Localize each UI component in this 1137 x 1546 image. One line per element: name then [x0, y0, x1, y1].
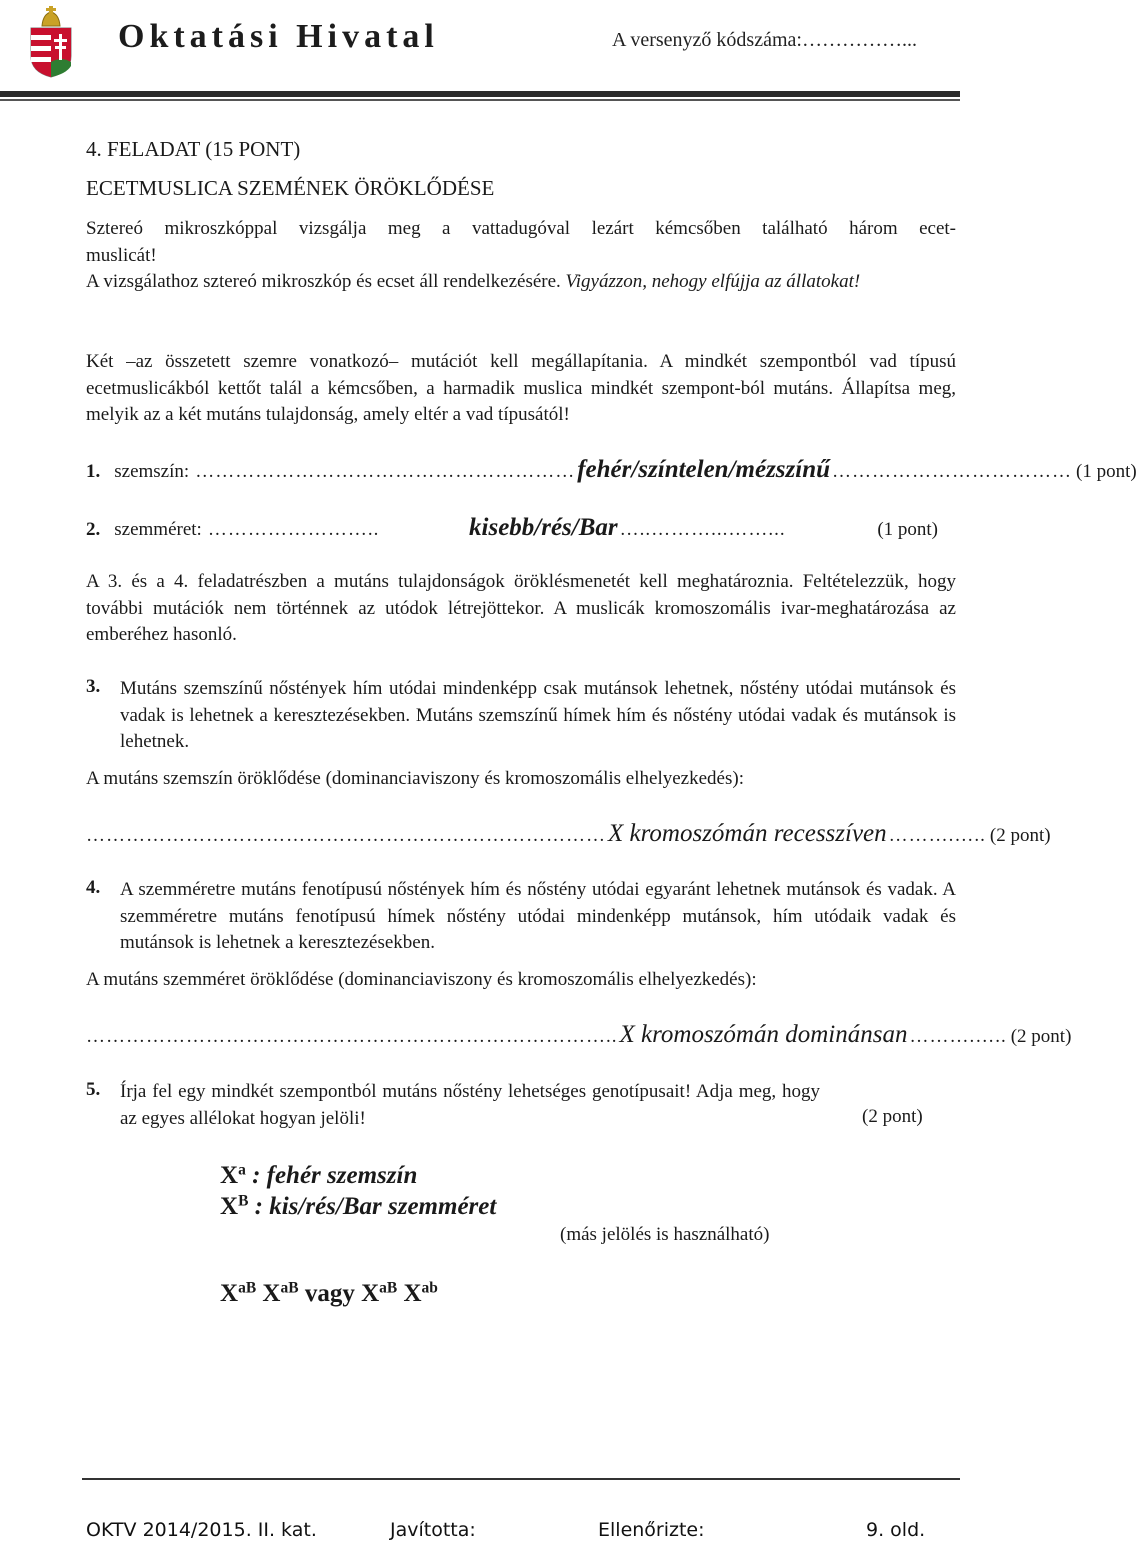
q3-answer: X kromoszómán recesszíven: [608, 820, 887, 847]
footer-competition: OKTV 2014/2015. II. kat.: [86, 1519, 317, 1541]
organization-name: Oktatási Hivatal: [118, 18, 439, 55]
allele-a-definition: [220, 1162, 417, 1190]
allele-superscript: a: [238, 1161, 246, 1179]
allele-base: X: [220, 1193, 239, 1220]
header-rule: [0, 91, 960, 97]
genotype-base: X: [262, 1280, 281, 1307]
dot-leader: …………………………………………………: [195, 461, 576, 482]
notation-note: (más jelölés is használható): [560, 1224, 770, 1245]
q3-text: Mutáns szemszínű nőstények hím utódai mindenképp csak mutánsok lehetnek, nőstény utódai mutánsok és vadak is lehetnek a keresztezésekben. Mutáns szemszínű hímek hím és nőstény utódai vadak és mutánsok is lehetnek.: [120, 678, 956, 752]
answer-value: fehér/színtelen/mézszínű: [577, 456, 831, 483]
intro-warning: Vigyázzon, nehogy elfújja az állatokat!: [565, 271, 861, 292]
coat-of-arms-logo: [26, 6, 76, 78]
q3-number: 3.: [86, 676, 101, 697]
allele-description: : kis/rés/Bar szemméret: [254, 1193, 497, 1220]
answer-value: kisebb/rés/Bar: [469, 514, 618, 541]
q4-number: 4.: [86, 877, 101, 898]
mutation-paragraph: Két –az összetett szemre vonatkozó– mutációt kell megállapítania. A mindkét szempontból vad típusú ecetmuslicákból kettőt talál a kémcsőben, a harmadik muslica mindkét szempont-ból mutáns. Állapítsa meg, melyik az a két mutáns tulajdonság, amely eltér a vad típusától!: [86, 351, 956, 425]
q3-answer-row: [86, 820, 1051, 848]
allele-base: X: [220, 1162, 239, 1189]
genotype-base: X: [220, 1280, 239, 1307]
q4-question: A mutáns szemméret öröklődése (dominanciaviszony és kromoszomális elhelyezkedés):: [86, 969, 757, 990]
dot-leader: ………………………………: [832, 461, 1073, 482]
genotype-base: X: [361, 1280, 380, 1307]
dot-leader: …..………...……...: [619, 519, 786, 540]
dot-leader: ……….…..: [888, 825, 986, 846]
q5-text: Írja fel egy mindkét szempontból mutáns nőstény lehetséges genotípusait! Adja meg, hogy az egyes allélokat hogyan jelöli!: [120, 1081, 820, 1129]
q3-question: A mutáns szemszín öröklődése (dominanciaviszony és kromoszomális elhelyezkedés):: [86, 768, 744, 789]
task-subtitle: ECETMUSLICA SZEMÉNEK ÖRÖKLŐDÉSE: [86, 176, 495, 200]
genotype-superscript: aB: [238, 1279, 257, 1297]
points: (2 pont): [1010, 1026, 1072, 1047]
answer-number: 1.: [86, 461, 101, 482]
section-intro: A 3. és a 4. feladatrészben a mutáns tulajdonságok öröklésmenetét kell meghatároznia. Feltételezzük, hogy további mutációk nem történnek az utódok létrejöttekor. A muslicák kromoszomális ivar-meghatározása az emberéhez hasonló.: [86, 571, 956, 645]
answer-number: 2.: [86, 519, 101, 540]
dot-leader: ……….…..: [909, 1026, 1007, 1047]
genotype-base: X: [403, 1280, 422, 1307]
answer-label: szemméret:: [114, 519, 202, 540]
q4-answer: X kromoszómán dominánsan: [619, 1021, 908, 1048]
answer-row-1: [86, 456, 1137, 484]
points: (1 pont): [877, 519, 939, 540]
task-title: 4. FELADAT (15 PONT): [86, 137, 301, 161]
genotype-superscript: aB: [379, 1279, 398, 1297]
genotype-conjunction: vagy: [304, 1280, 355, 1307]
allele-description: : fehér szemszín: [252, 1162, 418, 1189]
answer-label: szemszín:: [114, 461, 190, 482]
footer-rule: [82, 1478, 960, 1480]
footer-checked-by: Ellenőrizte:: [598, 1519, 705, 1541]
genotype-answer: [220, 1280, 438, 1308]
dot-leader: ……………………………………………………………………..: [86, 1026, 618, 1047]
q5-number: 5.: [86, 1079, 101, 1100]
footer-corrected-by: Javította:: [390, 1519, 476, 1541]
q5-points: (2 pont): [862, 1106, 923, 1127]
allele-superscript: B: [238, 1192, 249, 1210]
points: (1 pont): [1076, 461, 1137, 482]
genotype-superscript: aB: [280, 1279, 299, 1297]
dot-leader: ……………………..: [207, 519, 380, 540]
footer-page-number: 9. old.: [866, 1519, 926, 1541]
header-rule-thin: [0, 99, 960, 101]
intro-line-3: A vizsgálathoz sztereó mikroszkóp és ecset áll rendelkezésére.: [86, 271, 561, 292]
q4-answer-row: [86, 1021, 1072, 1049]
answer-row-2: [86, 514, 938, 542]
allele-b-definition: [220, 1193, 496, 1221]
competitor-code-label: A versenyző kódszáma:……………...: [612, 29, 917, 51]
intro-paragraph: [86, 269, 956, 296]
intro-line-2: muslicát!: [86, 245, 157, 266]
points: (2 pont): [989, 825, 1051, 846]
q4-text: A szemméretre mutáns fenotípusú nőstények hím és nőstény utódai egyaránt lehetnek mutánsok és vadak. A szemméretre mutáns fenotípusú hímek nőstény utódai mindenképp mutánsok, hím utódaik vadak és mutánsok is lehetnek a keresztezésekben.: [120, 879, 956, 953]
genotype-superscript: ab: [421, 1279, 438, 1297]
intro-line-1: Sztereó mikroszkóppal vizsgálja meg a vattadugóval lezárt kémcsőben található három ecet-: [86, 218, 956, 239]
dot-leader: ……………………………………………………………………: [86, 825, 606, 846]
